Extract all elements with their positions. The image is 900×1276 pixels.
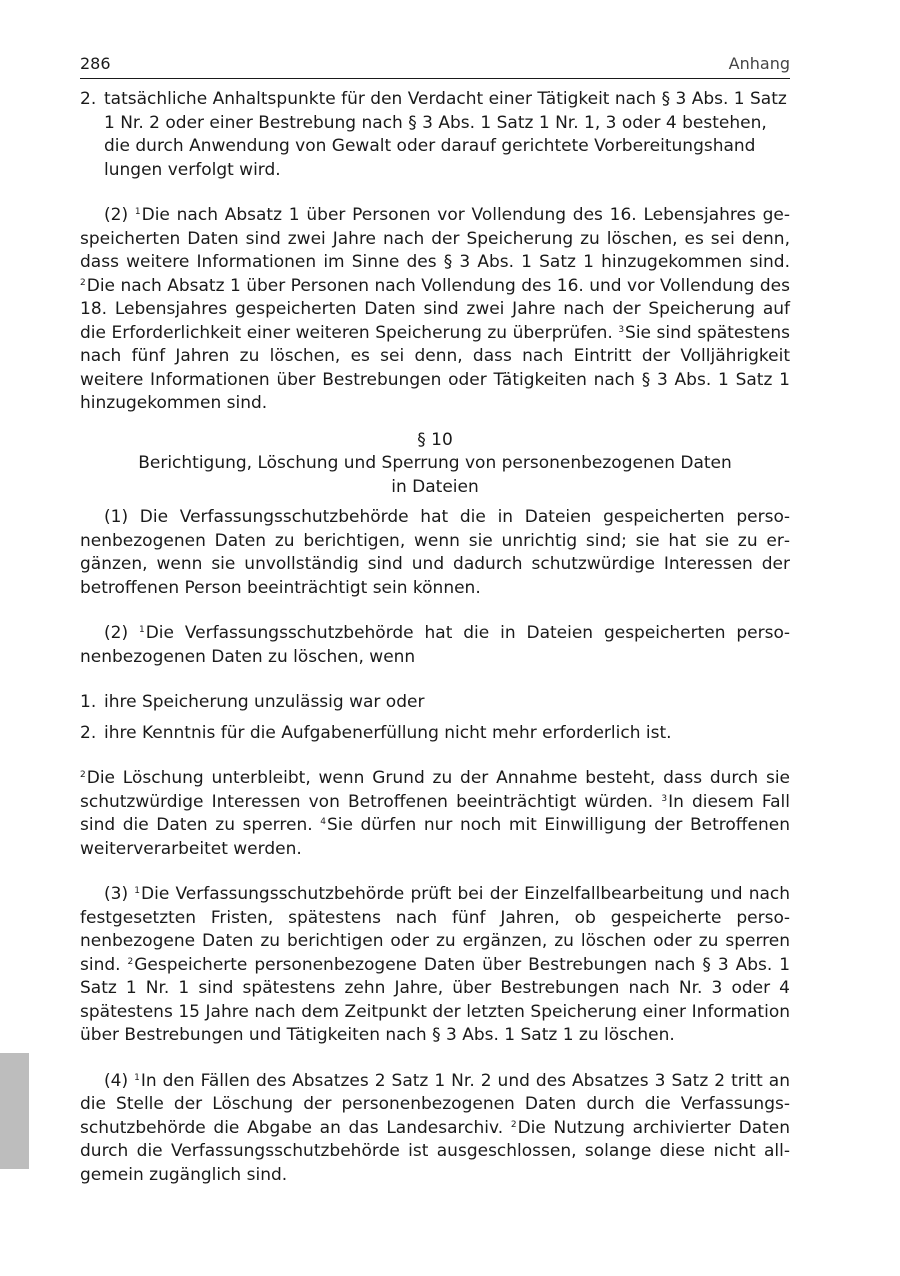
section-number: § 10 (417, 429, 453, 450)
sentence-number: 4 (320, 817, 326, 827)
sentence-number: 1 (138, 625, 145, 635)
sentence-number: 2 (127, 956, 134, 967)
list-item (80, 88, 790, 182)
running-head: Anhang (728, 54, 790, 73)
sentence: Sie sind spätestens nach fünf Jahren zu löschen, es sei denn, dass nach Eintritt der Volljährigkeit weitere Informationen über Bestrebungen oder Tätigkeiten nach § 3 Abs. 1 Satz 1 hinzugekommen sind. (80, 322, 790, 413)
list-item (80, 722, 790, 746)
sentence-number: 3 (618, 324, 625, 335)
sentence-number: 3 (661, 793, 668, 804)
sentence: Die Löschung unterbleibt, wenn Grund zu der Annahme besteht, dass durch sie schutzwürdige Interessen von Betroffenen beeinträchtigt würden. (80, 768, 790, 812)
paragraph-label: (4) (104, 1070, 129, 1091)
section-title: Berichtigung, Löschung und Sperrung von personenbezogenen Daten (138, 453, 732, 473)
list-text: tatsächliche Anhaltspunkte für den Verdacht einer Tätigkeit nach § 3 Abs. 1 Satz 1 Nr. 2 oder einer Bestrebung nach § 3 Abs. 1 Satz 1 Nr. 1, 3 oder 4 bestehen, die durch Anwendung von Gewalt oder darauf gerichtete Vorbereitungshand lungen verfolgt wird. (104, 89, 787, 180)
sentence-number: 1 (134, 886, 141, 896)
paragraph-label: (3) (104, 884, 129, 904)
list-item (80, 691, 790, 715)
list-number: 2. (80, 89, 97, 109)
sentence: Die Verfassungsschutzbehörde prüft bei der Einzelfallbearbeitung und nach festgesetzten Fristen, spätestens nach fünf Jahren, ob gespeicherte personenbezogene Daten zu berichtigen oder zu ergänzen, zu löschen oder zu sperren sind. (80, 884, 791, 975)
sentence-number: 1 (134, 1072, 140, 1083)
sentence-number: 2 (510, 1119, 517, 1130)
list-number: 1. (80, 692, 97, 712)
page-number: 286 (80, 54, 111, 73)
sentence: In den Fällen des Absatzes 2 Satz 1 Nr. 2 und des Absatzes 3 Satz 2 tritt an die Stelle der Löschung der personenbezogenen Daten durch die Verfassungsschutzbehörde die Abgabe an das Landesarchiv. (80, 1070, 790, 1138)
paragraph-10-3 (80, 883, 790, 1048)
paragraph-label: (2) (104, 205, 129, 225)
sentence: Die nach Absatz 1 über Personen vor Vollendung des 16. Lebensjahres gespeicherten Daten sind zwei Jahre nach der Speicherung zu löschen, es sei denn, dass weitere Informationen im Sinne des § 3 Abs. 1 Satz 1 hinzugekommen sind. (80, 205, 790, 272)
paragraph-10-1: (1) Die Verfassungsschutzbehörde hat die in Dateien gespeicherten personenbezogenen Daten zu berichtigen, wenn sie unrichtig sind; sie hat sie zu ergänzen, wenn sie unvollständig sind und dadurch schutzwürdige Interessen der betroffenen Person beeinträchtigt sein können. (80, 507, 790, 598)
sentence: Sie dürfen nur noch mit Einwilligung der Betroffenen weiterverarbeitet werden. (80, 815, 790, 859)
sentence-number: 2 (80, 277, 86, 288)
paragraph-10-4 (80, 1070, 790, 1188)
sentence: Die Nutzung archivierter Daten durch die Verfassungsschutzbehörde ist ausgeschlossen, solange diese nicht allgemein zugänglich sind. (80, 1117, 790, 1185)
sentence: Die Verfassungsschutzbehörde hat die in Dateien gespeicherten personenbezogenen Daten zu löschen, wenn (80, 623, 791, 667)
sentence-number: 2 (80, 770, 86, 780)
sentence-number: 1 (134, 207, 141, 217)
thumb-index-tab (0, 1053, 29, 1169)
paragraph-10-2 (80, 622, 790, 669)
section-heading (80, 429, 790, 500)
sentence: In diesem Fall sind die Daten zu sperren. (80, 791, 790, 835)
paragraph-9-2 (80, 204, 790, 416)
sentence: Die nach Absatz 1 über Personen nach Vollendung des 16. und vor Vollendung des 18. Lebensjahres gespeicherten Daten sind zwei Jahre nach der Speicherung auf die Erforderlichkeit einer weiteren Speicherung zu überprüfen. (80, 275, 790, 343)
list-number: 2. (80, 722, 97, 743)
paragraph-label: (2) (104, 623, 129, 643)
page-header (80, 52, 790, 79)
list-text: ihre Speicherung unzulässig war oder (104, 692, 425, 712)
paragraph-10-2-continued (80, 767, 790, 861)
sentence: Gespeicherte personenbezogene Daten über Bestrebungen nach § 3 Abs. 1 Satz 1 Nr. 1 sind spätestens zehn Jahre, über Bestrebungen nach Nr. 3 oder 4 spätestens 15 Jahre nach dem Zeitpunkt der letzten Speicherung einer Information über Bestrebungen und Tätigkeiten nach § 3 Abs. 1 Satz 1 zu löschen. (80, 954, 791, 1045)
section-title-continued: in Dateien (391, 476, 479, 497)
list-text: ihre Kenntnis für die Aufgabenerfüllung nicht mehr erforderlich ist. (104, 722, 672, 743)
page-body (80, 88, 790, 1187)
